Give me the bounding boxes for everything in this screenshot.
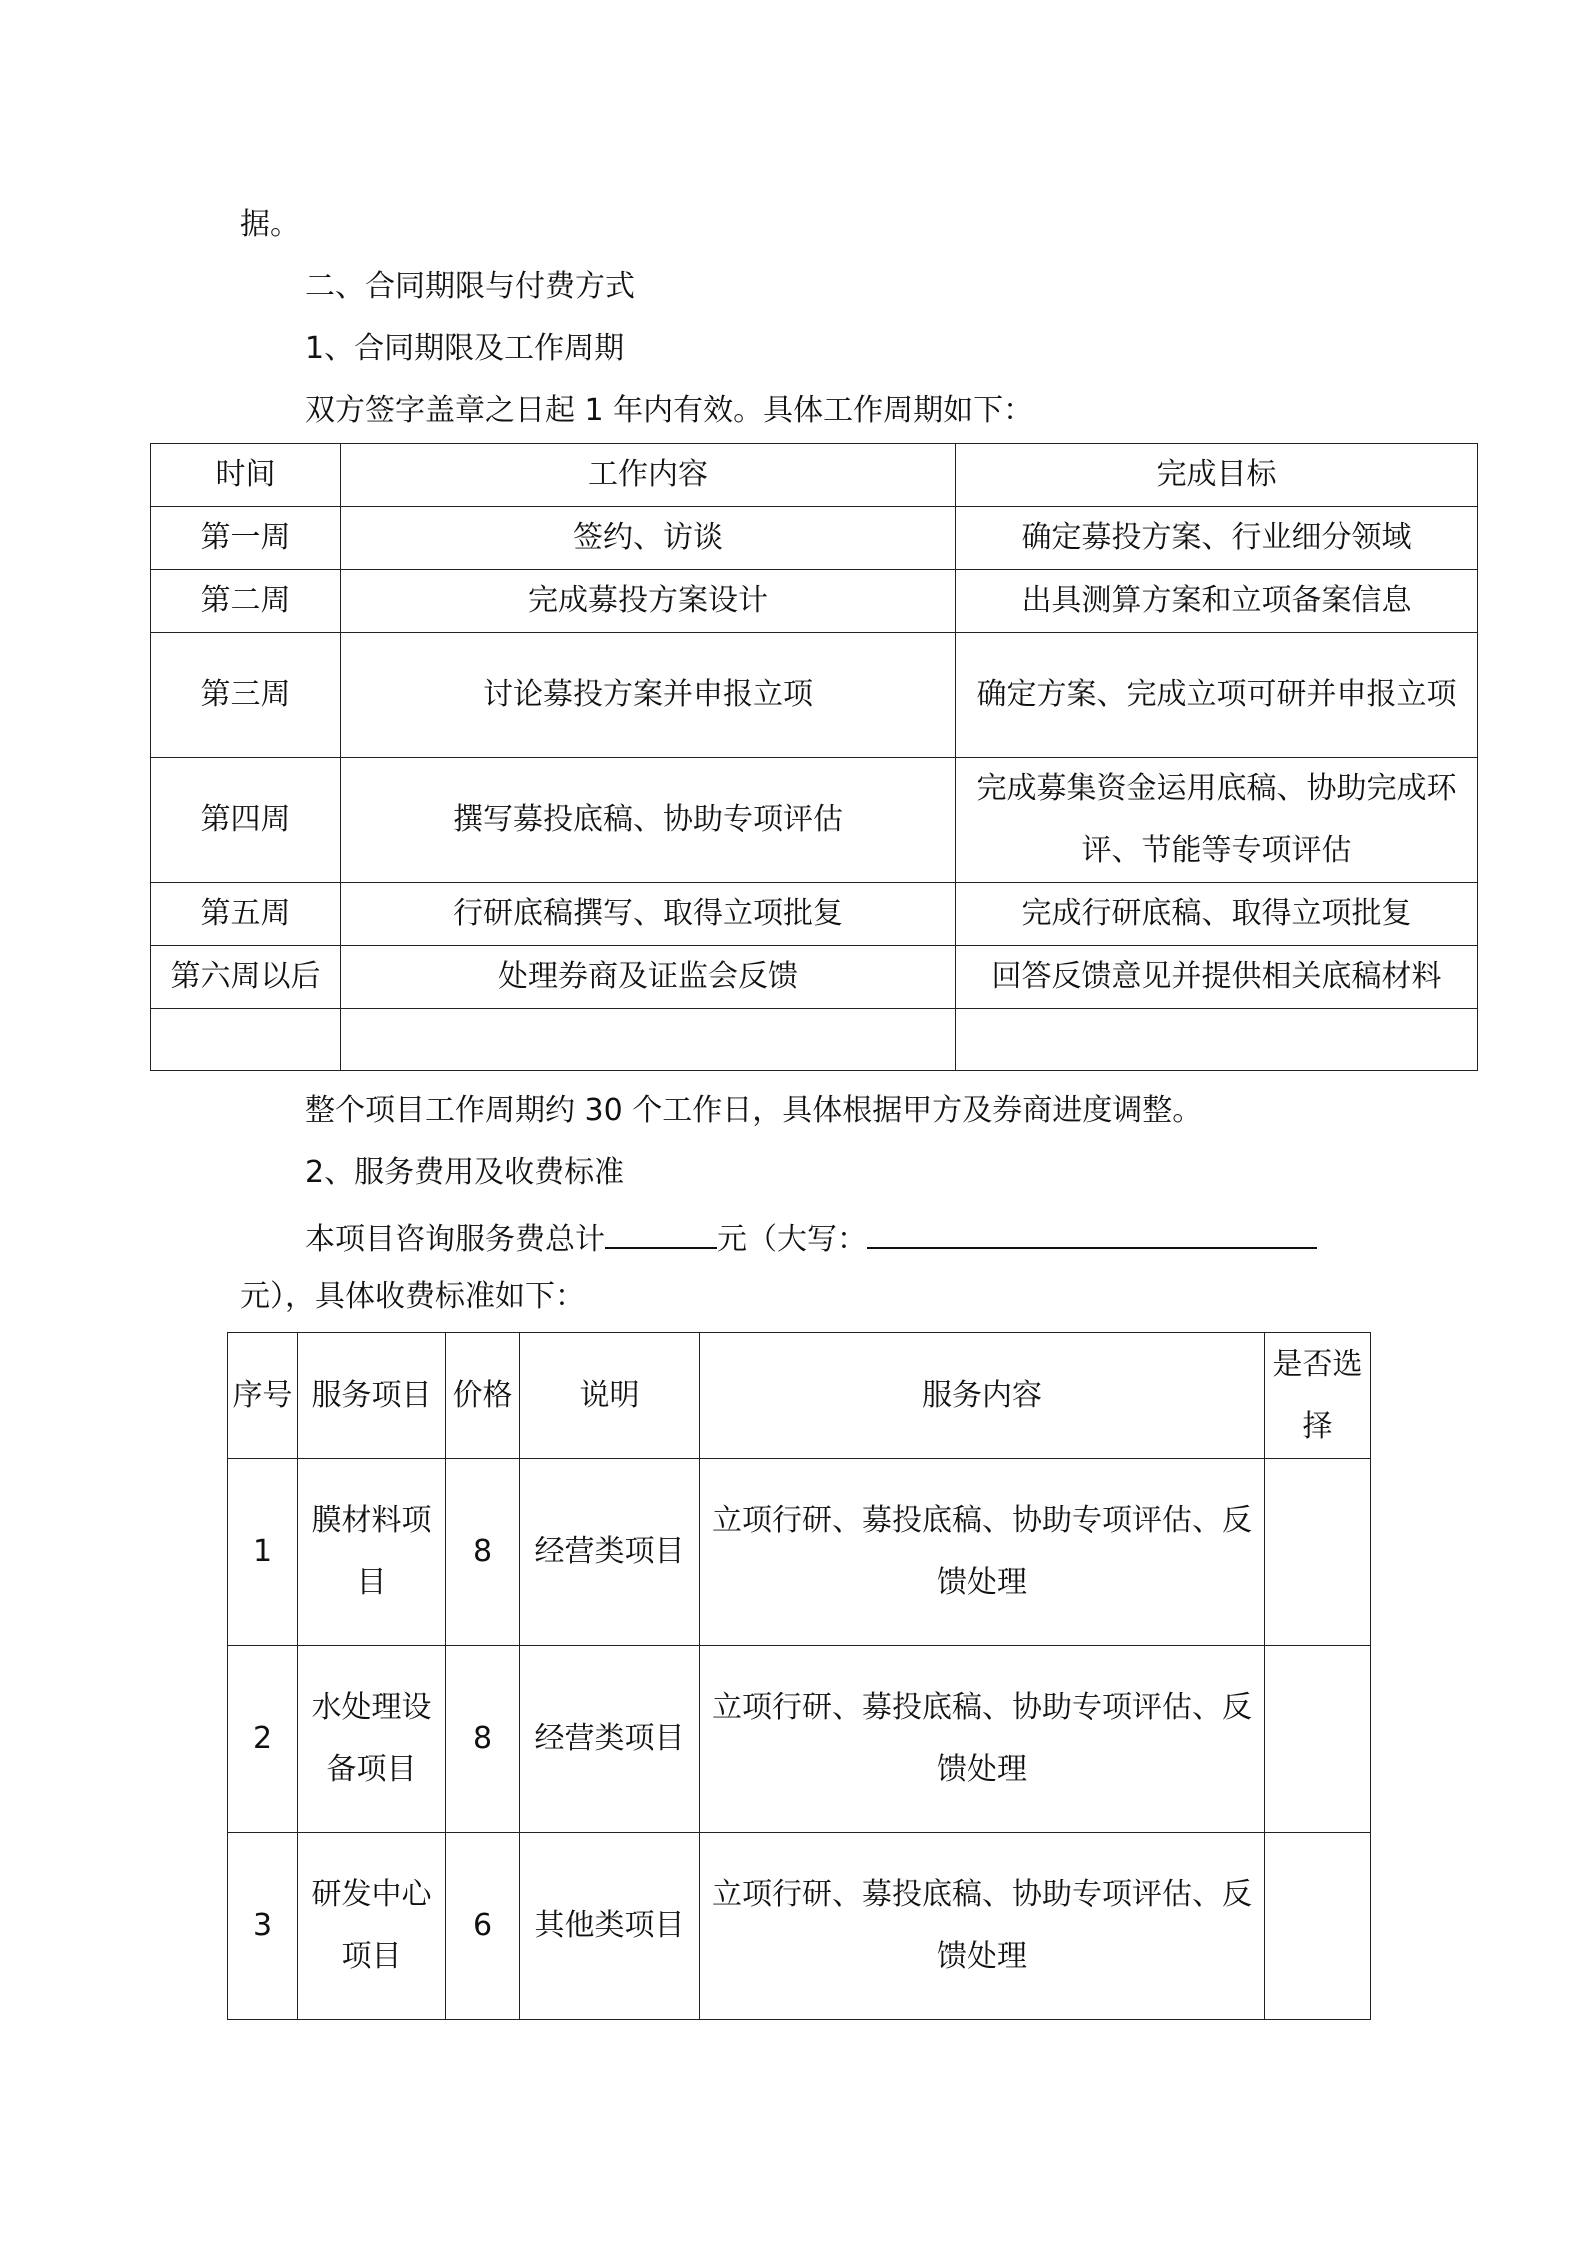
fee-capital-label: 元（大写： — [717, 1222, 867, 1257]
select-cell[interactable] — [1265, 1459, 1371, 1646]
table-cell: 行研底稿撰写、取得立项批复 — [341, 883, 956, 946]
select-cell[interactable] — [1265, 1833, 1371, 2020]
select-cell[interactable] — [1265, 1646, 1371, 1833]
header-cell: 服务内容 — [700, 1333, 1265, 1459]
table-cell: 处理券商及证监会反馈 — [341, 946, 956, 1009]
header-cell: 序号 — [228, 1333, 298, 1459]
table-row-empty — [151, 1009, 1478, 1071]
table-cell: 经营类项目 — [520, 1646, 700, 1833]
header-cell: 价格 — [446, 1333, 520, 1459]
table-cell: 完成募投方案设计 — [341, 570, 956, 633]
table-cell: 确定方案、完成立项可研并申报立项 — [956, 633, 1478, 758]
table-cell: 确定募投方案、行业细分领域 — [956, 507, 1478, 570]
table-cell: 第四周 — [151, 758, 341, 883]
table-row — [151, 633, 1478, 758]
table-cell: 完成行研底稿、取得立项批复 — [956, 883, 1478, 946]
table-cell: 撰写募投底稿、协助专项评估 — [341, 758, 956, 883]
header-cell: 时间 — [151, 444, 341, 507]
table-cell: 立项行研、募投底稿、协助专项评估、反馈处理 — [700, 1459, 1265, 1646]
table-cell: 第三周 — [151, 633, 341, 758]
table-cell: 第六周以后 — [151, 946, 341, 1009]
fee-capital-blank[interactable] — [867, 1215, 1317, 1249]
table-header-row — [151, 444, 1478, 507]
table-cell: 出具测算方案和立项备案信息 — [956, 570, 1478, 633]
table-row — [151, 883, 1478, 946]
table-header-row — [228, 1333, 1371, 1459]
table-cell: 第二周 — [151, 570, 341, 633]
subsection-heading: 1、合同期限及工作周期 — [305, 331, 625, 366]
table-cell: 第一周 — [151, 507, 341, 570]
table-cell: 立项行研、募投底稿、协助专项评估、反馈处理 — [700, 1646, 1265, 1833]
table-row — [228, 1646, 1371, 1833]
table-cell: 经营类项目 — [520, 1459, 700, 1646]
table-cell: 讨论募投方案并申报立项 — [341, 633, 956, 758]
table-cell — [341, 1009, 956, 1071]
fee-amount-blank[interactable] — [605, 1215, 717, 1249]
table-cell: 第五周 — [151, 883, 341, 946]
table-cell — [956, 1009, 1478, 1071]
schedule-table — [150, 443, 1478, 1071]
table-cell: 研发中心项目 — [298, 1833, 446, 2020]
table-row — [151, 570, 1478, 633]
table-cell — [151, 1009, 341, 1071]
header-cell: 工作内容 — [341, 444, 956, 507]
paragraph-fee-total — [305, 1215, 1317, 1260]
table-cell: 其他类项目 — [520, 1833, 700, 2020]
section-heading: 二、合同期限与付费方式 — [305, 269, 635, 304]
table-row — [228, 1459, 1371, 1646]
table-cell: 回答反馈意见并提供相关底稿材料 — [956, 946, 1478, 1009]
table-cell: 立项行研、募投底稿、协助专项评估、反馈处理 — [700, 1833, 1265, 2020]
table-cell: 1 — [228, 1459, 298, 1646]
paragraph-fee-standard: 元），具体收费标准如下： — [240, 1279, 585, 1314]
table-cell: 6 — [446, 1833, 520, 2020]
fee-total-label: 本项目咨询服务费总计 — [305, 1222, 605, 1257]
table-row — [151, 507, 1478, 570]
fee-table — [227, 1332, 1371, 2020]
table-row — [228, 1833, 1371, 2020]
paragraph-continuation: 据。 — [240, 207, 300, 242]
table-row — [151, 946, 1478, 1009]
table-cell: 膜材料项目 — [298, 1459, 446, 1646]
paragraph-validity: 双方签字盖章之日起 1 年内有效。具体工作周期如下： — [305, 393, 1034, 428]
table-cell: 2 — [228, 1646, 298, 1833]
subsection-heading: 2、服务费用及收费标准 — [305, 1155, 625, 1190]
paragraph-duration: 整个项目工作周期约 30 个工作日，具体根据甲方及券商进度调整。 — [305, 1093, 1203, 1128]
table-cell: 水处理设备项目 — [298, 1646, 446, 1833]
header-cell: 服务项目 — [298, 1333, 446, 1459]
header-cell: 是否选择 — [1265, 1333, 1371, 1459]
table-cell: 8 — [446, 1646, 520, 1833]
table-cell: 完成募集资金运用底稿、协助完成环评、节能等专项评估 — [956, 758, 1478, 883]
table-cell: 签约、访谈 — [341, 507, 956, 570]
table-cell: 8 — [446, 1459, 520, 1646]
header-cell: 完成目标 — [956, 444, 1478, 507]
table-row — [151, 758, 1478, 883]
table-cell: 3 — [228, 1833, 298, 2020]
header-cell: 说明 — [520, 1333, 700, 1459]
